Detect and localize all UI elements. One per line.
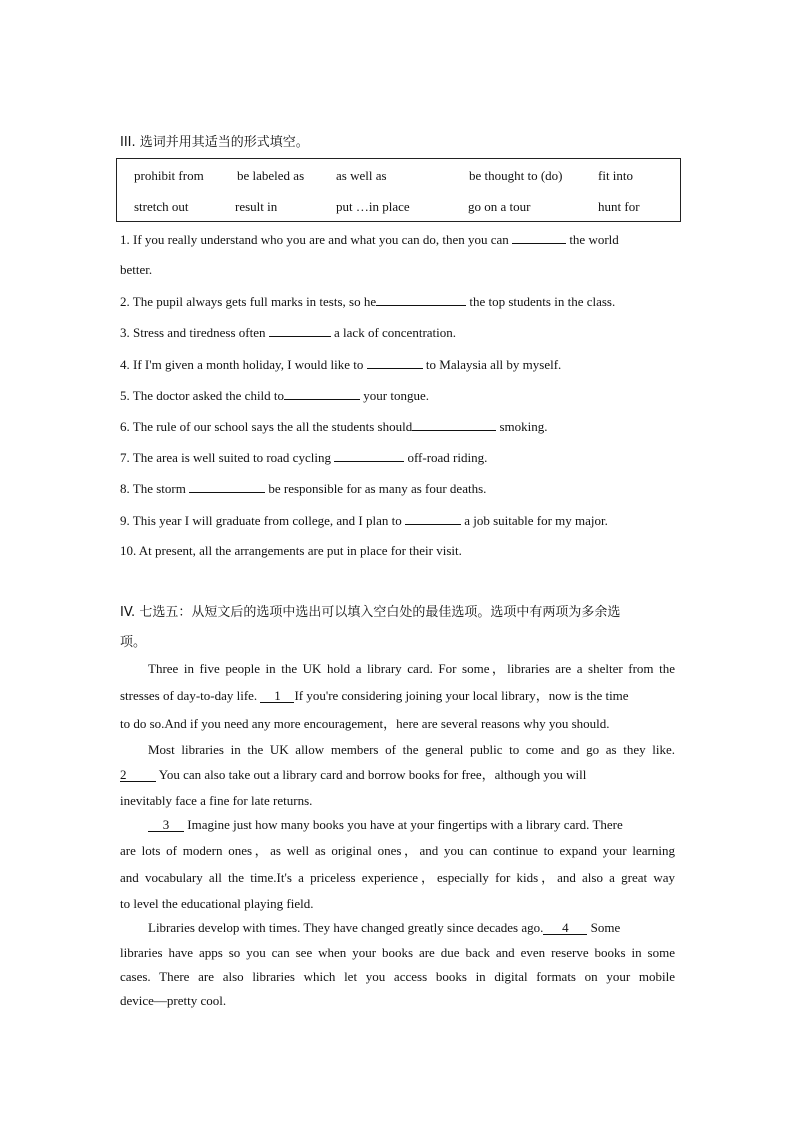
question-9: 9. This year I will graduate from college, and I plan to a job suitable for my major. — [120, 513, 608, 528]
paragraph-4-line: Libraries develop with times. They have changed greatly since decades ago. 4 Some — [148, 920, 621, 935]
paragraph-4-line: cases. There are also libraries which let you access books in digital formats on your mobile — [120, 969, 675, 984]
paragraph-3-line: and vocabulary all the time.It's a priceless experience，especially for kids，and also a great way — [120, 870, 675, 885]
word-bank-item: hunt for — [598, 199, 640, 214]
question-5: 5. The doctor asked the child to your tongue. — [120, 388, 429, 403]
word-bank-item: go on a tour — [468, 199, 531, 214]
word-bank-item: fit into — [598, 168, 634, 183]
question-6: 6. The rule of our school says the all the students should smoking. — [120, 419, 548, 434]
question-4: 4. If I'm given a month holiday, I would like to to Malaysia all by myself. — [120, 357, 562, 372]
word-bank-item: prohibit from — [134, 168, 204, 183]
section-3-heading: III. 选词并用其适当的形式填空。 — [120, 135, 309, 150]
question-10: 10. At present, all the arrangements are put in place for their visit. — [120, 543, 462, 558]
paragraph-1-line: Three in five people in the UK hold a library card. For some，libraries are a shelter from the — [148, 661, 675, 676]
question-2: 2. The pupil always gets full marks in tests, so he the top students in the class. — [120, 294, 616, 309]
paragraph-4-line: device—pretty cool. — [120, 993, 227, 1008]
word-bank-item: be thought to (do) — [469, 168, 563, 183]
answer-blank[interactable] — [405, 512, 461, 525]
question-8: 8. The storm be responsible for as many as four deaths. — [120, 481, 487, 496]
answer-blank[interactable] — [189, 480, 265, 493]
paragraph-1-line: stresses of day-to-day life. 1 If you're considering joining your local library，now is the time — [120, 688, 629, 703]
answer-blank[interactable] — [269, 324, 331, 337]
word-bank-item: put …in place — [336, 199, 410, 214]
question-7: 7. The area is well suited to road cycling off-road riding. — [120, 450, 488, 465]
word-bank-item: result in — [235, 199, 278, 214]
paragraph-3-line: 3 Imagine just how many books you have at your fingertips with a library card. There — [120, 817, 675, 833]
paragraph-2-line: 2 You can also take out a library card and borrow books for free，although you will — [120, 767, 587, 782]
paragraph-1-line: to do so.And if you need any more encouragement，here are several reasons why you should. — [120, 716, 610, 731]
question-1-continued: better. — [120, 262, 153, 277]
answer-blank[interactable] — [512, 231, 566, 244]
section-4-heading: IV. 七选五：从短文后的选项中选出可以填入空白处的最佳选项。选项中有两项为多余选 — [120, 605, 621, 620]
question-3: 3. Stress and tiredness often a lack of concentration. — [120, 325, 457, 340]
answer-blank[interactable] — [334, 449, 404, 462]
answer-blank[interactable] — [367, 356, 423, 369]
word-bank-item: be labeled as — [237, 168, 305, 183]
paragraph-2-line: inevitably face a fine for late returns. — [120, 793, 313, 808]
paragraph-3-line: to level the educational playing field. — [120, 896, 314, 911]
answer-blank-4[interactable]: 4 — [543, 921, 587, 935]
word-bank-item: stretch out — [134, 199, 189, 214]
paragraph-3-line: are lots of modern ones，as well as original ones，and you can continue to expand your learning — [120, 843, 675, 858]
paragraph-4-line: libraries have apps so you can see when your books are due back and even reserve books in some — [120, 945, 675, 960]
word-bank-box — [116, 158, 681, 222]
answer-blank-2[interactable]: 2 — [120, 768, 156, 782]
paragraph-2-line: Most libraries in the UK allow members of the general public to come and go as they like. — [148, 742, 675, 757]
answer-blank-3[interactable]: 3 — [148, 818, 184, 832]
answer-blank[interactable] — [284, 387, 360, 400]
answer-blank[interactable] — [412, 418, 496, 431]
section-4-heading-continued: 项。 — [120, 635, 147, 650]
answer-blank-1[interactable]: 1 — [260, 689, 294, 703]
word-bank-item: as well as — [336, 168, 387, 183]
answer-blank[interactable] — [376, 293, 466, 306]
question-1: 1. If you really understand who you are and what you can do, then you can the world — [120, 232, 619, 247]
